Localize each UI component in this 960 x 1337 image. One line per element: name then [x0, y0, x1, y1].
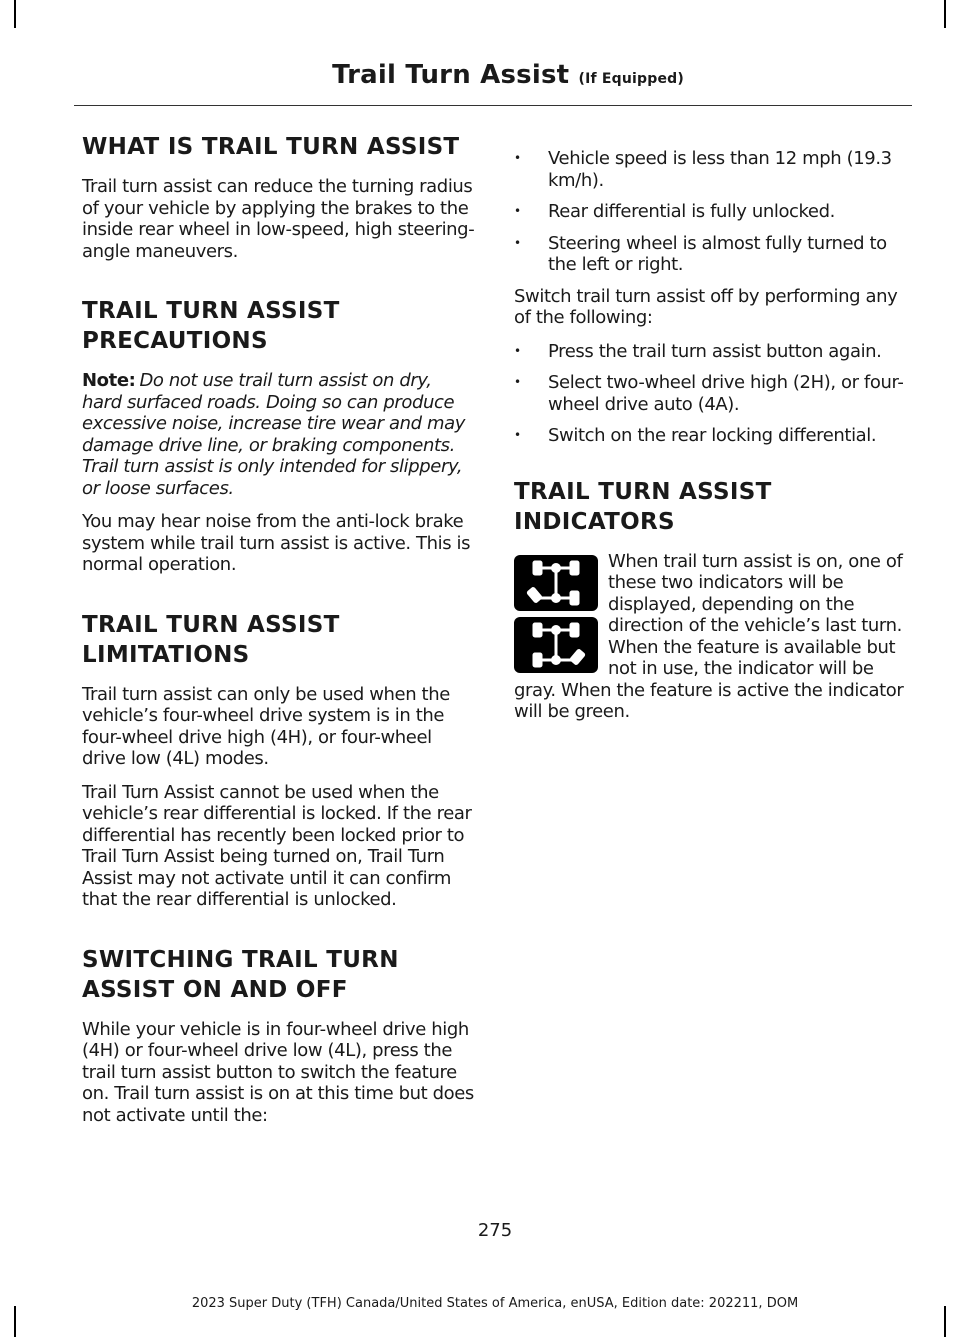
section-precautions	[82, 296, 476, 576]
paragraph: Trail turn assist can reduce the turning radius of your vehicle by applying the brakes to the inside rear wheel in low-speed, high steering-angle maneuvers.	[82, 176, 475, 262]
paragraph: Switch trail turn assist off by performing any of the following:	[514, 285, 898, 328]
section-indicators	[514, 477, 910, 723]
crop-mark-top-right	[944, 0, 946, 28]
heading-line: INDICATORS	[514, 508, 675, 535]
header-subtitle: (If Equipped)	[578, 71, 684, 87]
note-paragraph	[82, 370, 476, 499]
switch-off-list	[514, 341, 910, 447]
heading-line: PRECAUTIONS	[82, 328, 268, 354]
list-item: • Press the trail turn assist button again.	[514, 341, 910, 363]
section-heading	[82, 610, 476, 670]
page-footer: 2023 Super Duty (TFH) Canada/United States of America, enUSA, Edition date: 202211, DOM	[191, 1296, 799, 1311]
right-column	[514, 148, 910, 735]
list-item: • Vehicle speed is less than 12 mph (19.3 km/h).	[514, 148, 910, 191]
note-text: Do not use trail turn assist on dry, hard surfaced roads. Doing so can produce excessive noise, increase tire wear and may damage drive line, or braking components. Trail turn assist is only intended for slippery, or loose surfaces.	[82, 370, 466, 499]
heading-line: WHAT IS TRAIL TURN ASSIST	[82, 134, 460, 160]
heading-line: SWITCHING TRAIL TURN	[82, 946, 399, 973]
note-label: Note:	[82, 370, 136, 391]
paragraph: Trail turn assist can only be used when the vehicle’s four-wheel drive system is in the four-wheel drive high (4H), or four-wheel drive low (4L) modes.	[82, 683, 450, 769]
section-heading	[82, 945, 476, 1005]
heading-line: TRAIL TURN ASSIST	[82, 611, 340, 638]
paragraph: When trail turn assist is on, one of these two indicators will be displayed, depending on the direction of the vehicle’s last turn. When the feature is available but not in use, the indicator will be gray. When the feature is active the indicator will be green.	[514, 550, 904, 722]
heading-line: TRAIL TURN ASSIST	[82, 298, 340, 324]
section-what-is	[82, 132, 476, 262]
section-heading	[82, 296, 476, 356]
heading-line: ASSIST ON AND OFF	[82, 976, 348, 1003]
trail-turn-left-indicator-icon	[514, 555, 598, 611]
list-item: • Select two-wheel drive high (2H), or four-wheel drive auto (4A).	[514, 372, 910, 415]
list-item: • Rear differential is fully unlocked.	[514, 201, 910, 223]
section-limitations	[82, 610, 476, 911]
trail-turn-right-indicator-icon	[514, 617, 598, 673]
page-header-title	[332, 60, 684, 90]
header-divider	[74, 105, 912, 106]
paragraph: You may hear noise from the anti-lock brake system while trail turn assist is active. This is normal operation.	[82, 511, 471, 575]
section-switching	[82, 945, 476, 1127]
crop-mark-top-left	[14, 0, 16, 28]
indicators-block	[514, 551, 910, 723]
activation-conditions-list	[514, 148, 910, 276]
heading-line: TRAIL TURN ASSIST	[514, 478, 772, 505]
header-title-text: Trail Turn Assist	[332, 60, 570, 90]
paragraph: Trail Turn Assist cannot be used when the vehicle’s rear differential is locked. If the rear differential has recently been locked prior to Trail Turn Assist being turned on, Trail Turn Assist may not activate until it can confirm that the rear differential is unlocked.	[82, 781, 472, 910]
list-item: • Switch on the rear locking differential.	[514, 425, 910, 447]
paragraph: While your vehicle is in four-wheel drive high (4H) or four-wheel drive low (4L), press the trail turn assist button to switch the feature on. Trail turn assist is on at this time but does not activate until the:	[82, 1018, 474, 1126]
page-number: 275	[477, 1220, 513, 1241]
left-column	[82, 132, 476, 1138]
indicator-icons	[514, 555, 598, 679]
section-heading	[82, 132, 476, 162]
section-heading	[514, 477, 910, 537]
heading-line: LIMITATIONS	[82, 641, 250, 668]
list-item: • Steering wheel is almost fully turned to the left or right.	[514, 233, 910, 276]
